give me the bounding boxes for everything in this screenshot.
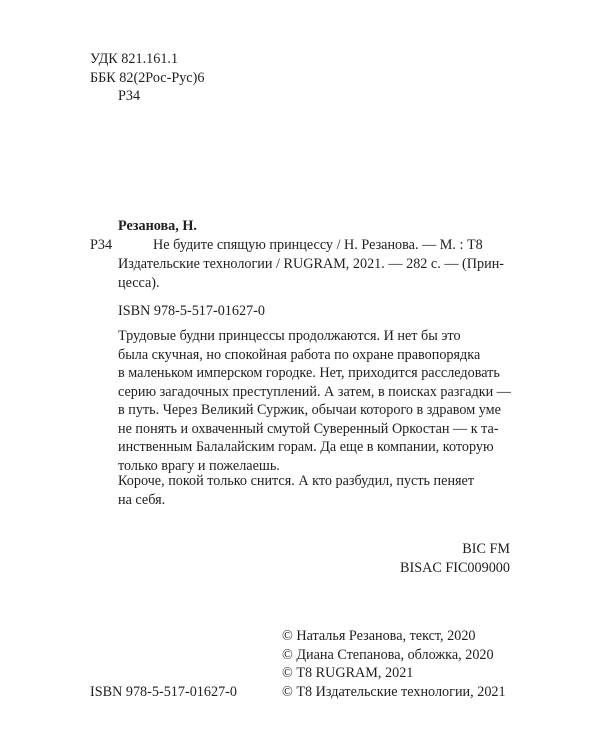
annotation-line: Трудовые будни принцессы продолжаются. И нет бы это	[118, 328, 461, 344]
udk-code: УДК 821.161.1	[90, 51, 179, 67]
annotation-paragraph-1	[118, 327, 510, 475]
copyright-line: © Диана Степанова, обложка, 2020	[282, 646, 494, 663]
bib-description-line-2: Издательские технологии / RUGRAM, 2021. — 282 с. — (Прин-	[118, 256, 505, 272]
author-mark: Р34	[118, 88, 141, 104]
annotation-line: только врагу и пожелаешь.	[118, 457, 280, 474]
annotation-line: в путь. Через Великий Суржик, обычаи которого в здравом уме	[118, 402, 501, 418]
author-mark-side: Р34	[90, 237, 113, 253]
author-heading: Резанова, Н.	[118, 218, 197, 234]
copyright-line: © Т8 RUGRAM, 2021	[282, 665, 414, 681]
bbk-code: ББК 82(2Рос-Рус)6	[90, 69, 205, 86]
annotation-line: была скучная, но спокойная работа по охране правопорядка	[118, 346, 481, 363]
bib-description-line-3: цесса).	[118, 274, 160, 291]
annotation-line: серию загадочных преступлений. А затем, в поисках разгадки —	[118, 383, 511, 400]
annotation-line: не понять и охваченный смутой Суверенный Оркостан — к та-	[118, 420, 499, 437]
annotation-line: в маленьком имперском городке. Нет, приходится расследовать	[118, 365, 500, 381]
copyright-list	[282, 627, 506, 701]
bib-description-line-1: Не будите спящую принцессу / Н. Резанова. — М. : Т8	[153, 237, 483, 253]
annotation-line: инственным Балалайским горам. Да еще в компании, которую	[118, 439, 494, 455]
bisac-code: BISAC FIC009000	[400, 559, 510, 576]
subject-codes	[400, 540, 510, 577]
annotation-paragraph-2	[118, 472, 510, 509]
bib-description-continued	[118, 255, 504, 292]
isbn-record: ISBN 978-5-517-01627-0	[118, 303, 265, 319]
annotation-line: на себя.	[118, 491, 166, 508]
isbn-imprint: ISBN 978-5-517-01627-0	[90, 684, 237, 700]
copyright-line: © Т8 Издательские технологии, 2021	[282, 683, 506, 700]
copyright-line: © Наталья Резанова, текст, 2020	[282, 628, 476, 644]
annotation-line: Короче, покой только снится. А кто разбудил, пусть пеняет	[118, 473, 475, 489]
bic-code: BIC FM	[462, 541, 510, 557]
classification-block	[90, 50, 204, 106]
